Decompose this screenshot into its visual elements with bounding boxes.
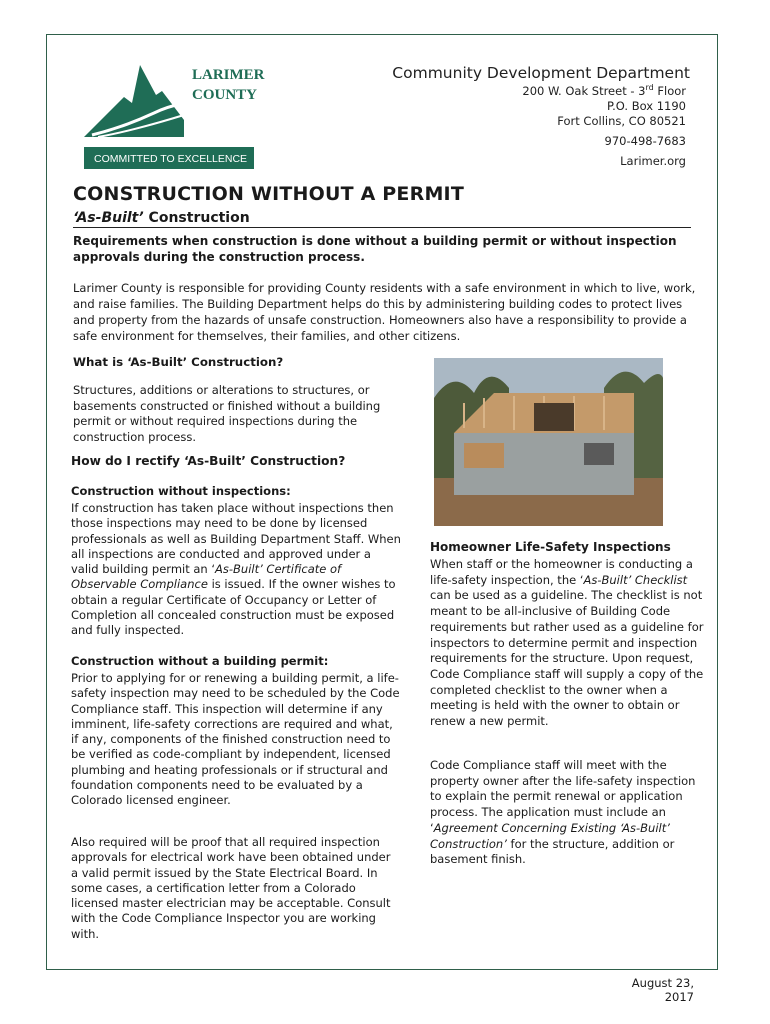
document-date: August 23, 2017 [631,976,694,1004]
what-is-text: Structures, additions or alterations to structures, or basements constructed or finished without a building permit or without required inspections during the construction process. [73,383,381,444]
no-permit-text: Prior to applying for or renewing a building permit, a life-safety inspection may need to be scheduled by the Code Compliance staff. This inspection will determine if any imminent, life-safety corrections are required and what, if any, components of the finished construction need to be verified as code-compliant by independent, licensed plumbing and heating professionals or if structural and foundation components need to be evaluated by a Colorado licensed engineer. [71,671,400,808]
phone-number: 970-498-7683 [604,134,686,148]
rectify-heading: How do I rectify ‘As-Built’ Construction? [71,454,346,468]
what-is-heading: What is ‘As-Built’ Construction? [73,355,284,369]
no-inspections-text: If construction has taken place without inspections then those inspections may need to be done by licensed professionals as well as Building Department Staff. When all inspections are conducted and approved under a valid building permit an ‘As-Built’ Certificate of Observable Compliance is issued. If the owner wishes to obtain a regular Certificate of Occupancy or Letter of Completion all concealed construction must be exposed and fully inspected. [71,501,401,638]
life-safety-heading: Homeowner Life-Safety Inspections [430,540,671,554]
logo-tagline: COMMITTED TO EXCELLENCE [94,153,248,165]
street-address: 200 W. Oak Street - 3rd Floor [522,83,686,98]
no-permit-heading: Construction without a building permit: [71,654,329,668]
logo-line2: COUNTY [192,87,258,103]
larimer-county-logo [84,65,265,171]
logo-line1: LARIMER [192,67,265,83]
construction-photo [434,358,663,526]
po-box: P.O. Box 1190 [607,99,686,113]
electrical-text: Also required will be proof that all required inspection approvals for electrical work have been obtained under a valid permit issued by the State Electrical Board. In some cases, a certification letter from a Colorado licensed master electrician may be acceptable. Consult with the Code Compliance Inspector you are working with. [71,835,391,941]
city-state-zip: Fort Collins, CO 80521 [557,114,686,128]
requirements-statement: Requirements when construction is done without a building permit or without inspection approvals during the construction process. [73,234,677,264]
page-subtitle: ‘As-Built’ Construction [73,210,691,228]
page-title: CONSTRUCTION WITHOUT A PERMIT [73,183,464,205]
website[interactable]: Larimer.org [620,154,686,168]
code-compliance-text: Code Compliance staff will meet with the property owner after the life-safety inspection to explain the permit renewal or application process. The application must include an ‘Agreement Concerning Existing ‘As-Built’ Construction’ for the structure, addition or basement finish. [430,758,696,867]
department-name: Community Development Department [392,64,690,82]
life-safety-text: When staff or the homeowner is conducting a life-safety inspection, the ‘As-Built’ Checklist can be used as a guideline. The checklist is not meant to be all-inclusive of Building Code requirements but rather used as a guideline for inspectors to determine permit and inspection requirements for the structure. Upon request, Code Compliance staff will supply a copy of the completed checklist to the owner when a meeting is held with the owner to obtain or renew a new permit. [430,557,704,729]
no-inspections-heading: Construction without inspections: [71,484,291,498]
intro-paragraph: Larimer County is responsible for providing County residents with a safe environment in which to live, work, and raise families. The Building Department helps do this by administering building codes to protect lives and property from the hazards of unsafe construction. Homeowners also have a responsibility to provide a safe environment for themselves, their families, and other citizens. [73,281,696,343]
